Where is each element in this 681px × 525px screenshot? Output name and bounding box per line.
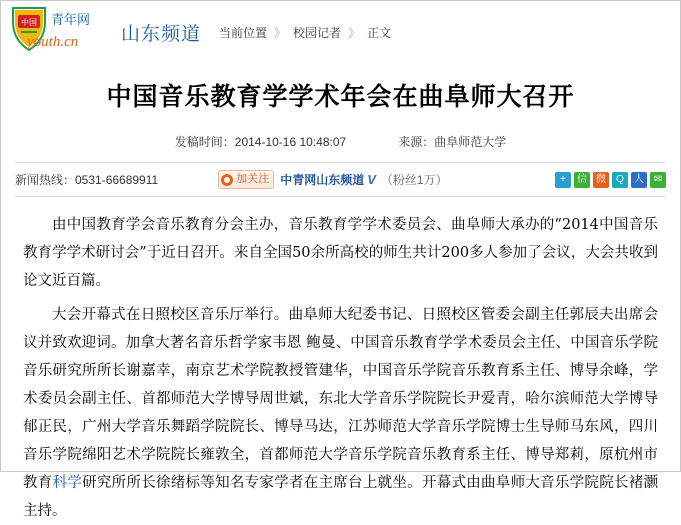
share-renren-icon[interactable]: 人 [631,172,647,188]
channel-name[interactable]: 山东频道 [121,23,202,45]
breadcrumb-item-campus-reporter[interactable]: 校园记者 [293,25,342,40]
weibo-follow-button[interactable] [218,170,274,189]
share-bar [555,172,666,188]
breadcrumb-item-article[interactable]: 正文 [367,25,392,40]
news-hotline: 新闻热线：0531-66689911 [15,173,159,187]
weibo-account-name[interactable]: 中青网山东频道 [280,173,365,187]
verified-badge-icon: V [367,172,376,187]
breadcrumb-label: 当前位置 [219,25,268,40]
weibo-follow-group [218,170,447,189]
article-source [398,133,506,150]
svg-text:youth.cn: youth.cn [27,34,79,50]
source-link[interactable]: 曲阜师范大学 [434,135,507,149]
share-more-icon[interactable]: ✉ [650,172,666,188]
article-body [23,211,658,525]
publish-time-value: 2014-10-16 10:48:07 [234,135,347,149]
site-header [1,1,680,63]
page-title: 中国音乐教育学学术年会在曲阜师大召开 [106,82,575,111]
inline-keyword-link[interactable]: 科学 [52,475,83,491]
fans-count: （粉丝1万） [380,173,448,187]
source-label: 来源： [398,135,435,149]
weibo-follow-label: 加关注 [236,173,270,185]
breadcrumb [219,24,391,41]
breadcrumb-separator-2: 》 [348,25,361,40]
publish-time [175,133,346,150]
article-toolbar [15,163,666,197]
article-header [1,63,680,150]
site-logo[interactable] [11,6,107,58]
svg-text:中国: 中国 [21,18,37,27]
share-weibo-icon[interactable]: 微 [593,172,609,188]
weibo-icon [221,174,233,186]
article-paragraph-2: 大会开幕式在日照校区音乐厅举行。曲阜师大纪委书记、日照校区管委会副主任郭辰夫出席会议并致欢迎词。加拿大著名音乐哲学家韦恩 鲍曼、中国音乐教育学学术委员会主任、中国音乐学院音乐研究所所长谢嘉幸，南京艺术学院教授管建华，中国音乐学院音乐教育系主任、博导余峰，学术委员会副主任、首都师范大学博导周世斌，东北大学音乐学院院长尹爱青，哈尔滨师范大学博导郁正民，广州大学音乐舞蹈学院院长、博导马达，江苏师范大学音乐学院博士生导师马东风，四川音乐学院绵阳艺术学院院长雍敦全，首都师范大学音乐学院音乐教育系主任、博导郑莉，原杭州市教育科学研究所所长徐绪标等知名专家学者在主席台上就坐。开幕式由曲阜师大音乐学院院长褚灏主持。 [23,307,659,519]
breadcrumb-separator-1: 》 [274,25,287,40]
svg-text:青年网: 青年网 [51,12,91,27]
publish-time-label: 发稿时间： [174,135,235,149]
article-paragraph-1: 由中国教育学会音乐教育分会主办，音乐教育学学术委员会、曲阜师大承办的“2014中国音乐教育学学术研讨会”于近日召开。来自全国50余所高校的师生共计200多人参加了会议，大会共收到论文近百篇。 [23,217,658,289]
share-plus-icon[interactable]: + [555,172,571,188]
article-meta [1,133,680,150]
share-weixin-icon[interactable]: 信 [574,172,590,188]
share-qzone-icon[interactable]: Q [612,172,628,188]
